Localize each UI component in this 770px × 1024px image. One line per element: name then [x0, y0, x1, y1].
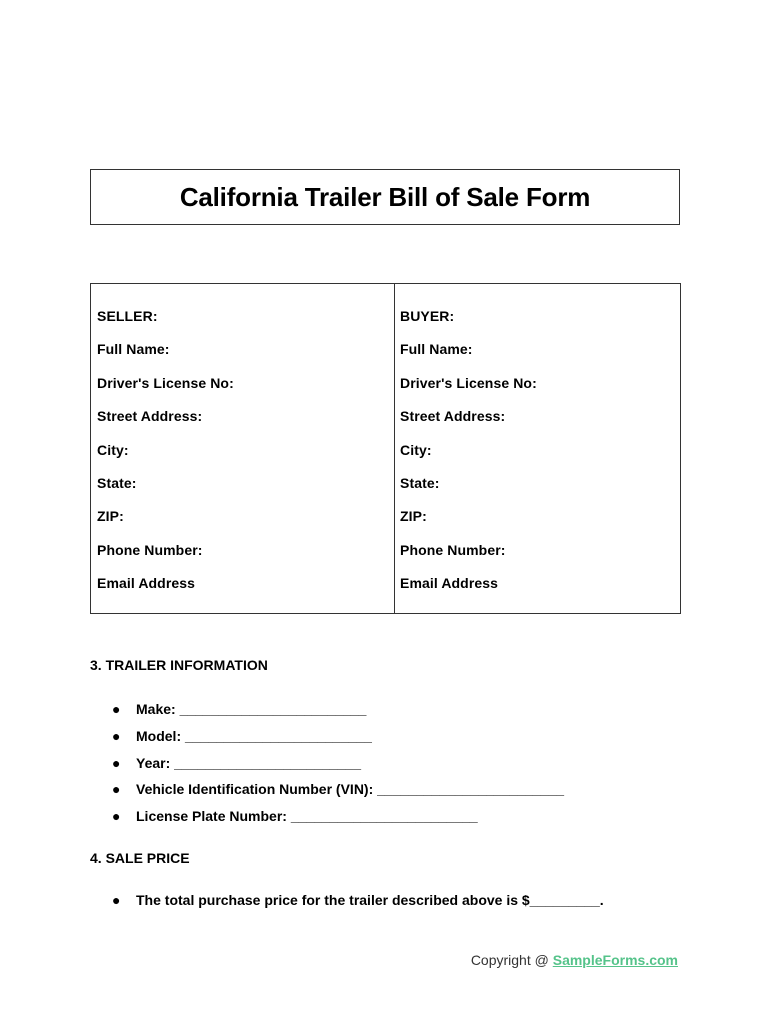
buyer-full-name-label: Full Name:: [400, 341, 473, 358]
list-item: [112, 780, 564, 807]
list-item: [112, 754, 564, 781]
seller-zip-label: ZIP:: [97, 508, 124, 525]
buyer-state-label: State:: [400, 474, 440, 491]
bullet-icon: ●: [112, 808, 121, 825]
seller-license-label: Driver's License No:: [97, 374, 234, 391]
brand-link[interactable]: SampleForms.com: [552, 952, 678, 968]
trailer-info-list: [112, 700, 564, 834]
seller-heading: SELLER:: [97, 308, 158, 324]
buyer-street-label: Street Address:: [400, 408, 506, 425]
buyer-heading: BUYER:: [400, 308, 455, 324]
seller-street-label: Street Address:: [97, 408, 203, 425]
seller-city-label: City:: [97, 441, 129, 458]
list-item: [112, 807, 564, 834]
list-item: [112, 700, 564, 727]
year-line: Year: ________________________: [136, 754, 362, 771]
bullet-icon: ●: [112, 754, 121, 771]
list-item: [112, 891, 604, 918]
seller-state-label: State:: [97, 474, 137, 491]
model-line: Model: ________________________: [136, 727, 372, 744]
buyer-column: [395, 284, 680, 613]
sale-price-list: [112, 891, 604, 918]
trailer-info-heading: 3. TRAILER INFORMATION: [90, 657, 268, 673]
seller-phone-label: Phone Number:: [97, 541, 203, 558]
copyright-prefix: Copyright @: [470, 952, 553, 968]
bullet-icon: ●: [112, 701, 121, 717]
purchase-price-line: The total purchase price for the trailer described above is $_________.: [136, 892, 604, 908]
buyer-zip-label: ZIP:: [400, 508, 427, 525]
license-plate-line: License Plate Number: ________________________: [136, 808, 478, 825]
seller-full-name-label: Full Name:: [97, 341, 170, 358]
bullet-icon: ●: [112, 892, 121, 908]
make-line: Make: ________________________: [136, 701, 367, 717]
buyer-license-label: Driver's License No:: [400, 374, 537, 391]
buyer-city-label: City:: [400, 441, 432, 458]
sale-price-heading: 4. SALE PRICE: [90, 850, 190, 866]
buyer-email-label: Email Address: [400, 575, 499, 592]
vin-line: Vehicle Identification Number (VIN): ________________________: [136, 781, 565, 798]
bullet-icon: ●: [112, 727, 121, 744]
list-item: [112, 727, 564, 754]
bullet-icon: ●: [112, 781, 121, 798]
parties-table: [90, 283, 681, 614]
buyer-phone-label: Phone Number:: [400, 541, 506, 558]
page-title: California Trailer Bill of Sale Form: [179, 181, 591, 212]
title-box: [90, 169, 680, 225]
seller-email-label: Email Address: [97, 575, 196, 592]
copyright-footer: [471, 952, 678, 968]
seller-column: [91, 284, 395, 613]
